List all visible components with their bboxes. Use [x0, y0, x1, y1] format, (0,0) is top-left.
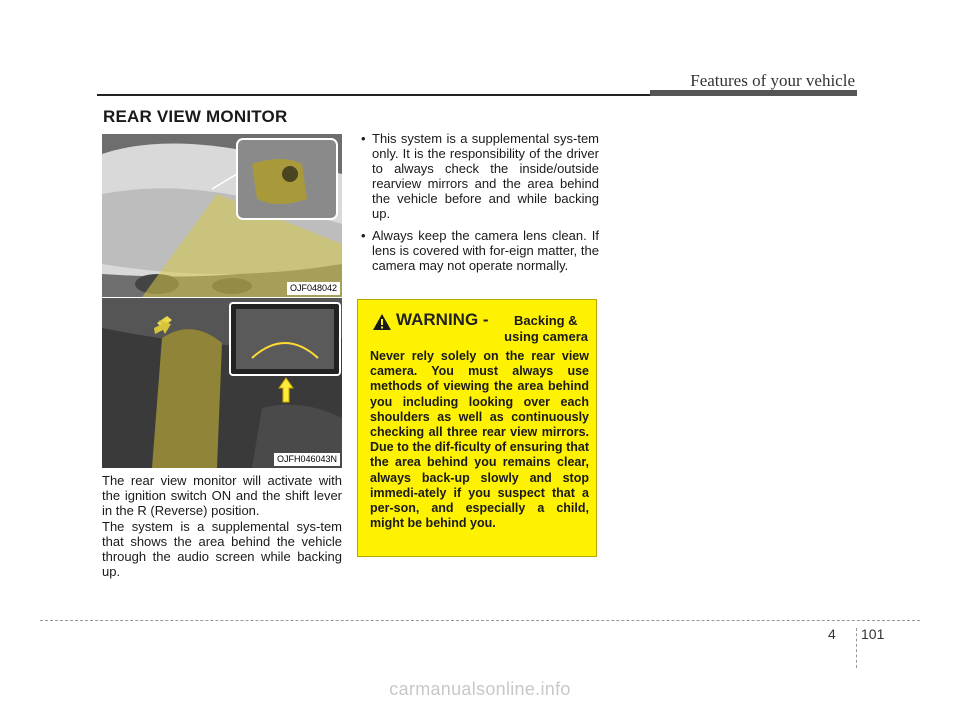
figure-code-bottom: OJFH046043N — [274, 453, 340, 466]
bullet-item — [357, 228, 599, 273]
figure-shift-lever-screen — [102, 297, 342, 468]
warning-heading: WARNING - — [396, 310, 489, 329]
warning-subtitle-2: using camera — [504, 329, 588, 344]
body-paragraph: The system is a supplemental sys-tem that shows the area behind the vehicle through the audio screen while backing up. — [102, 519, 342, 579]
bullet-symbol: • — [361, 131, 366, 146]
bullet-text: This system is a supplemental sys-tem only. It is the responsibility of the driver to always check the inside/outside rearview mirrors and the area behind the vehicle before and while backing up. — [372, 131, 599, 221]
bullet-text: Always keep the camera lens clean. If lens is covered with for-eign matter, the camera may not operate normally. — [372, 228, 599, 273]
page-number: 101 — [861, 626, 885, 642]
bullet-list — [357, 131, 599, 280]
page-header-title: Features of your vehicle — [690, 71, 855, 90]
figure-code-top: OJF048042 — [287, 282, 340, 295]
bullet-item — [357, 131, 599, 221]
bullet-symbol: • — [361, 228, 366, 243]
footer-rule — [40, 620, 920, 621]
warning-subtitle-1: Backing & — [514, 313, 578, 328]
warning-box — [357, 299, 597, 557]
footer-divider — [856, 628, 857, 668]
warning-triangle-icon — [372, 313, 392, 331]
shift-lever-illustration — [102, 298, 342, 468]
page-chapter: 4 — [828, 626, 836, 642]
car-rear-illustration — [102, 134, 342, 297]
warning-text: Never rely solely on the rear view camera. You must always use methods of viewing the area behind you including looking over each shoulders as well as continuously checking all three rear view mirrors. Due to the dif-ficulty of ensuring that the area behind you remains clear, always back-up slowly and stop immedi-ately if you suspect that a per-son, and especially a child, might be behind you. — [370, 349, 589, 531]
body-paragraph: The rear view monitor will activate with the ignition switch ON and the shift lever in the R (Reverse) position. — [102, 473, 342, 518]
section-title: REAR VIEW MONITOR — [103, 107, 288, 126]
figure-car-rear-camera — [102, 134, 342, 297]
header-rule-accent — [650, 90, 857, 96]
watermark: carmanualsonline.info — [389, 679, 571, 699]
